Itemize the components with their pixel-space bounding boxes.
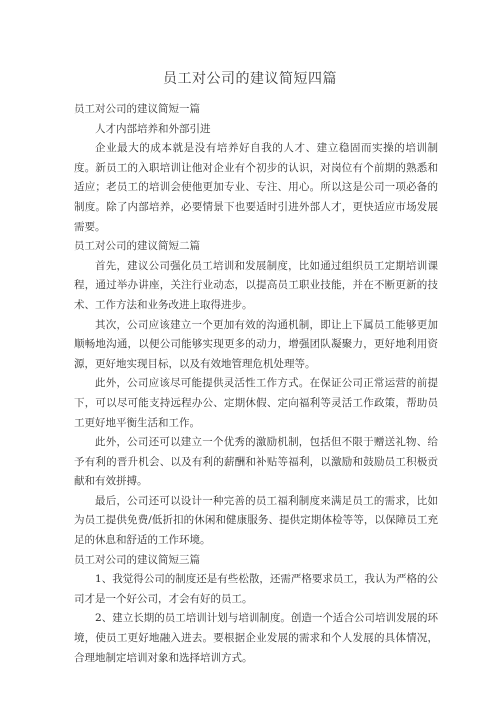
paragraph: 其次，公司应该建立一个更加有效的沟通机制，即让上下属员工能够更加顺畅地沟通，以便公司能够实现更多的动力，增强团队凝聚力，更好地利用资源，更好地实现目标，以及有效地管理危机处理等。 xyxy=(74,318,438,370)
document-title: 员工对公司的建议简短四篇 xyxy=(163,71,337,87)
paragraph: 2、建立长期的员工培训计划与培训制度。创造一个适合公司培训发展的环境，使员工更好地融入进去。要根据企业发展的需求和个人发展的具体情况，合理地制定培训对象和选择培训方式。 xyxy=(74,612,438,664)
document-body xyxy=(74,100,438,668)
paragraph: 此外，公司应该尽可能提供灵活性工作方式。在保证公司正常运营的前提下，可以尽可能支持远程办公、定期休假、定向福利等灵活工作政策，帮助员工更好地平衡生活和工作。 xyxy=(74,377,438,429)
paragraph: 首先，建议公司强化员工培训和发展制度，比如通过组织员工定期培训课程，通过举办讲座，关注行业动态，以提高员工职业技能，并在不断更新的技术、工作方法和业务改进上取得进步。 xyxy=(74,259,438,311)
section-heading: 员工对公司的建议简短一篇 xyxy=(74,103,200,115)
section-heading: 员工对公司的建议简短三篇 xyxy=(74,553,200,566)
section-heading: 员工对公司的建议简短二篇 xyxy=(74,240,200,253)
paragraph: 此外，公司还可以建立一个优秀的激励机制，包括但不限于赠送礼物、给予有利的晋升机会、以及有利的薪酬和补贴等福利，以激励和鼓励员工积极贡献和有效拼搏。 xyxy=(74,436,438,488)
paragraph: 最后，公司还可以设计一种完善的员工福利制度来满足员工的需求，比如为员工提供免费/低折扣的休闲和健康服务、提供定期体检等等，以保障员工充足的休息和舒适的工作环境。 xyxy=(74,494,438,547)
paragraph: 1、我觉得公司的制度还是有些松散，还需严格要求员工，我认为严格的公司才是一个好公司，才会有好的员工。 xyxy=(74,573,438,605)
paragraph: 企业最大的成本就是没有培养好自我的人才、建立稳固而实操的培训制度。新员工的入职培训让他对企业有个初步的认识，对岗位有个前期的熟悉和适应；老员工的培训会使他更加专业、专注、用心。所以这是公司一项必备的制度。除了内部培养，必要情景下也要适时引进外部人才，更快适应市场发展需要。 xyxy=(74,142,438,233)
paragraph: 人才内部培养和外部引进 xyxy=(95,122,211,135)
